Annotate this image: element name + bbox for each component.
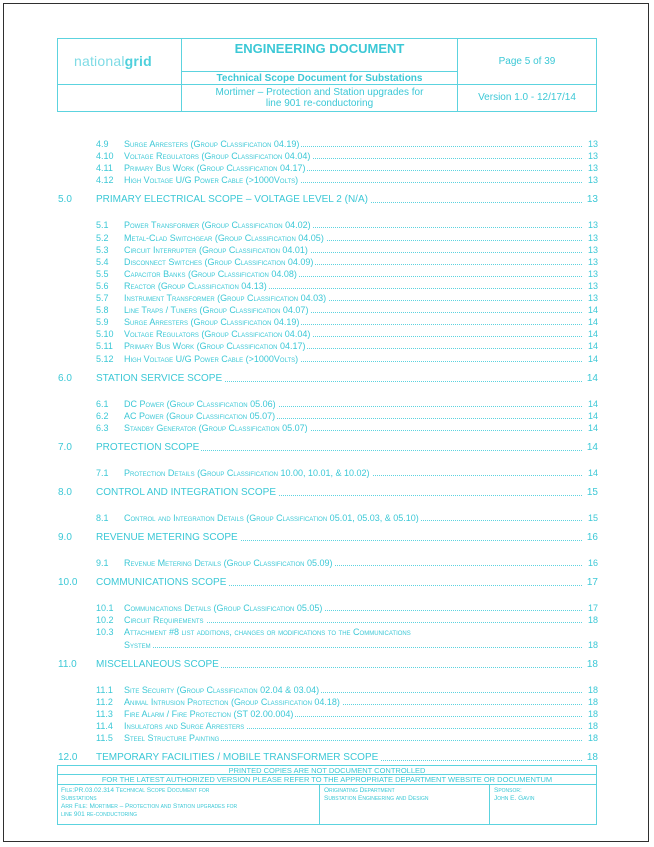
toc-entry-title: Reactor (Group Classification 04.13) <box>124 280 267 291</box>
toc-entry-title: AC Power (Group Classification 05.07) <box>124 410 276 421</box>
toc-subsection-entry[interactable] <box>0 162 654 174</box>
toc-entry-number: 10.2 <box>96 615 114 626</box>
toc-entry-number: 5.12 <box>96 353 114 364</box>
toc-section-entry[interactable] <box>0 194 654 206</box>
toc-entry-page: 13 <box>587 139 598 149</box>
toc-entry-title: High Voltage U/G Power Cable (>1000Volts) <box>124 353 299 364</box>
toc-entry-title: Control and Integration Details (Group Classification 05.01, 05.03, & 05.10) <box>124 513 419 523</box>
toc-entry-page: 18 <box>587 615 598 626</box>
toc-entry-number: 4.9 <box>96 139 109 149</box>
toc-entry-number: 9.1 <box>96 558 109 569</box>
toc-entry-page: 13 <box>587 293 598 303</box>
toc-entry-page: 14 <box>587 398 598 409</box>
toc-entry-page: 13 <box>587 151 598 162</box>
toc-entry-page: 18 <box>587 639 598 650</box>
toc-entry-number: 7.1 <box>96 467 109 478</box>
toc-subsection-entry[interactable] <box>0 244 654 256</box>
toc-entry-page: 13 <box>587 280 598 291</box>
toc-entry-number: 5.4 <box>96 256 109 267</box>
toc-entry-title: Capacitor Banks (Group Classification 04.08) <box>124 268 297 279</box>
toc-section-entry[interactable] <box>0 577 654 589</box>
company-logo <box>74 53 152 69</box>
toc-entry-page: 13 <box>587 232 598 243</box>
toc-entry-page: 14 <box>587 305 598 316</box>
toc-subsection-entry[interactable] <box>0 398 654 410</box>
toc-entry-page: 18 <box>587 696 598 707</box>
toc-entry-number: 5.5 <box>96 268 109 279</box>
toc-entry-title: Voltage Regulators (Group Classification 04.04) <box>124 151 311 162</box>
toc-entry-number: 8.1 <box>96 513 109 523</box>
toc-subsection-entry[interactable] <box>0 422 654 434</box>
toc-subsection-entry[interactable] <box>0 512 654 524</box>
toc-entry-page: 14 <box>586 441 598 453</box>
toc-entry-number: 8.0 <box>58 487 72 498</box>
toc-entry-title: CONTROL AND INTEGRATION SCOPE <box>96 487 277 498</box>
toc-entry-page: 13 <box>586 194 598 206</box>
toc-entry-page: 13 <box>587 244 598 255</box>
toc-entry-number: 12.0 <box>58 752 78 764</box>
toc-subsection-entry[interactable] <box>0 268 654 280</box>
toc-section-entry[interactable] <box>0 373 654 385</box>
toc-entry-title: PRIMARY ELECTRICAL SCOPE – VOLTAGE LEVEL 2 (N/A) <box>96 194 368 206</box>
toc-entry-number: 6.2 <box>96 410 109 421</box>
toc-entry-title: Revenue Metering Details (Group Classification 05.09) <box>124 558 333 569</box>
toc-subsection-entry[interactable] <box>0 353 654 365</box>
toc-subsection-entry[interactable] <box>0 150 654 162</box>
toc-entry-number: 11.0 <box>58 658 77 670</box>
footer-file-line: File:PR.03.02.314 Technical Scope Document for <box>61 787 210 794</box>
toc-section-entry[interactable] <box>0 752 654 764</box>
toc-entry-title: Metal-Clad Switchgear (Group Classification 04.05) <box>124 232 324 243</box>
toc-entry-number: 11.3 <box>96 708 113 719</box>
toc-entry-number: 4.12 <box>96 175 114 186</box>
toc-entry-title: High Voltage U/G Power Cable (>1000Volts) <box>124 175 299 186</box>
toc-dot-leader <box>124 647 582 648</box>
toc-entry-number: 5.8 <box>96 305 109 316</box>
toc-entry-title: Fire Alarm / Fire Protection (ST 02.00.004) <box>124 708 294 719</box>
footer-notice: PRINTED COPIES ARE NOT DOCUMENT CONTROLLED <box>58 766 596 775</box>
toc-entry-number: 5.1 <box>96 220 109 231</box>
toc-entry-page: 17 <box>587 603 598 614</box>
footer-dept-value: Substation Engineering and Design <box>324 795 429 802</box>
footer-sponsor <box>490 785 596 825</box>
footer-file-line: Substations <box>61 795 97 802</box>
toc-entry-title: Line Traps / Tuners (Group Classification 04.07) <box>124 305 309 316</box>
toc-entry-title: Circuit Interrupter (Group Classification 04.01) <box>124 244 308 255</box>
toc-subsection-entry[interactable] <box>0 340 654 352</box>
toc-entry-title: Communications Details (Group Classification 05.05) <box>124 603 323 614</box>
toc-entry-page: 15 <box>586 487 598 498</box>
toc-section-entry[interactable] <box>0 532 654 544</box>
footer-sponsor-label: Sponsor: <box>494 787 522 794</box>
toc-entry-title: Protection Details (Group Classification 10.00, 10.01, & 10.02) <box>124 467 370 478</box>
toc-entry-page: 14 <box>587 329 598 340</box>
toc-subsection-entry[interactable] <box>0 138 654 150</box>
toc-entry-number: 10.1 <box>96 603 114 614</box>
toc-entry-number: 5.3 <box>96 244 109 255</box>
toc-entry-page: 13 <box>587 175 598 186</box>
toc-entry-page: 13 <box>587 256 598 267</box>
footer-file-line: line 901 re-conductoring <box>61 811 137 818</box>
toc-entry-number: 6.1 <box>96 398 109 409</box>
toc-entry-number: 5.11 <box>96 341 113 352</box>
logo-light-text: national <box>74 53 125 69</box>
toc-entry-page: 16 <box>587 558 598 569</box>
toc-entry-number: 5.2 <box>96 232 109 243</box>
toc-entry-title: MISCELLANEOUS SCOPE <box>96 658 219 670</box>
logo-bold-text: grid <box>124 53 152 69</box>
footer-sponsor-value: John E. Gavin <box>494 795 535 802</box>
toc-entry-title: STATION SERVICE SCOPE <box>96 372 223 384</box>
toc-subsection-entry[interactable] <box>0 720 654 732</box>
footer-department <box>320 785 490 825</box>
footer-dept-label: Originating Department <box>324 787 395 794</box>
footer-file-line: Arr File: Mortimer – Protection and Station upgrades for <box>61 803 238 810</box>
toc-entry-title: PROTECTION SCOPE <box>96 441 200 453</box>
page-number: Page 5 of 39 <box>458 39 596 85</box>
toc-entry-number: 5.6 <box>96 280 109 291</box>
toc-subsection-entry[interactable] <box>0 316 654 328</box>
document-subtitle: Technical Scope Document for Substations <box>182 71 458 85</box>
toc-entry-number: 6.0 <box>58 372 72 384</box>
toc-entry-number: 11.5 <box>96 733 113 743</box>
toc-subsection-entry[interactable] <box>0 410 654 422</box>
toc-subsection-entry[interactable] <box>0 639 654 651</box>
toc-subsection-entry[interactable] <box>0 292 654 304</box>
toc-subsection-entry[interactable] <box>0 684 654 696</box>
toc-entry-page: 16 <box>586 532 598 544</box>
toc-entry-number: 7.0 <box>58 441 72 453</box>
toc-entry-page: 14 <box>586 372 598 384</box>
document-version: Version 1.0 - 12/17/14 <box>478 92 576 103</box>
toc-entry-page: 14 <box>587 410 598 421</box>
toc-subsection-entry[interactable] <box>0 626 654 638</box>
toc-subsection-entry[interactable] <box>0 232 654 244</box>
toc-entry-number: 5.7 <box>96 293 109 303</box>
toc-entry-title: Voltage Regulators (Group Classification 04.04) <box>124 329 311 340</box>
toc-entry-page: 14 <box>587 341 598 352</box>
toc-subsection-entry[interactable] <box>0 557 654 569</box>
toc-entry-title: COMMUNICATIONS SCOPE <box>96 577 227 589</box>
toc-section-entry[interactable] <box>0 442 654 454</box>
toc-entry-number: 11.4 <box>96 720 113 731</box>
toc-subsection-entry[interactable] <box>0 328 654 340</box>
toc-entry-page: 14 <box>587 353 598 364</box>
toc-entry-page: 18 <box>586 752 598 764</box>
toc-entry-title: Standby Generator (Group Classification 05.07) <box>124 422 308 433</box>
document-header <box>57 38 597 112</box>
toc-entry-number: 11.2 <box>96 696 113 707</box>
document-footer <box>57 765 597 825</box>
blank-cell <box>58 85 182 111</box>
footer-version-notice: FOR THE LATEST AUTHORIZED VERSION PLEASE REFER TO THE APPROPRIATE DEPARTMENT WEBSITE OR DOCUMENTUM <box>58 775 596 785</box>
toc-entry-page: 18 <box>587 684 598 695</box>
toc-entry-title: Attachment #8 list additions, changes or modifications to the Communications <box>124 627 411 638</box>
toc-subsection-entry[interactable] <box>0 614 654 626</box>
toc-entry-title: DC Power (Group Classification 05.06) <box>124 398 276 409</box>
toc-section-entry[interactable] <box>0 487 654 499</box>
toc-subsection-entry[interactable] <box>0 304 654 316</box>
toc-entry-title: Site Security (Group Classification 02.04 & 03.04) <box>124 684 320 695</box>
toc-subsection-entry[interactable] <box>0 256 654 268</box>
toc-entry-title: Steel Structure Painting <box>124 733 220 743</box>
toc-entry-page: 18 <box>586 658 598 670</box>
toc-entry-title: Disconnect Switches (Group Classification 04.09) <box>124 256 314 267</box>
toc-subsection-entry[interactable] <box>0 708 654 720</box>
toc-entry-page: 13 <box>587 220 598 231</box>
toc-entry-title: Surge Arresters (Group Classification 04.19) <box>124 317 300 328</box>
toc-entry-title: Circuit Requirements <box>124 615 204 626</box>
toc-entry-title: Power Transformer (Group Classification 04.02) <box>124 220 311 231</box>
toc-entry-title: Surge Arresters (Group Classification 04.19) <box>124 139 300 149</box>
toc-entry-page: 18 <box>587 708 598 719</box>
toc-subsection-entry[interactable] <box>0 732 654 744</box>
toc-entry-page: 14 <box>587 317 598 328</box>
toc-entry-page: 18 <box>587 733 598 743</box>
toc-subsection-entry[interactable] <box>0 696 654 708</box>
toc-entry-title: Insulators and Surge Arresters <box>124 720 245 731</box>
toc-entry-title: System <box>124 639 151 650</box>
toc-entry-number: 10.0 <box>58 577 78 589</box>
toc-subsection-entry[interactable] <box>0 280 654 292</box>
toc-entry-number: 5.0 <box>58 194 72 206</box>
toc-entry-page: 18 <box>587 720 598 731</box>
toc-entry-page: 14 <box>587 422 598 433</box>
toc-entry-number: 5.10 <box>96 329 114 340</box>
toc-entry-page: 13 <box>587 268 598 279</box>
toc-entry-number: 5.9 <box>96 317 109 328</box>
toc-entry-number: 4.11 <box>96 163 113 174</box>
logo-cell <box>58 39 182 85</box>
toc-entry-title: Primary Bus Work (Group Classification 04.17) <box>124 341 306 352</box>
toc-entry-page: 17 <box>586 577 598 589</box>
toc-subsection-entry[interactable] <box>0 219 654 231</box>
project-line-1: Mortimer – Protection and Station upgrades for <box>215 87 424 98</box>
toc-entry-title: Animal Intrusion Protection (Group Classification 04.18) <box>124 696 340 707</box>
toc-entry-number: 6.3 <box>96 422 109 433</box>
toc-entry-number: 9.0 <box>58 532 72 544</box>
toc-subsection-entry[interactable] <box>0 174 654 186</box>
toc-entry-title: TEMPORARY FACILITIES / MOBILE TRANSFORMER SCOPE <box>96 752 379 764</box>
toc-entry-number: 4.10 <box>96 151 114 162</box>
toc-entry-title: Primary Bus Work (Group Classification 04.17) <box>124 163 306 174</box>
toc-entry-number: 11.1 <box>96 684 113 695</box>
toc-entry-page: 13 <box>587 163 598 174</box>
document-title: ENGINEERING DOCUMENT <box>182 39 458 71</box>
toc-subsection-entry[interactable] <box>0 602 654 614</box>
footer-file-info <box>58 785 320 825</box>
toc-entry-title: Instrument Transformer (Group Classification 04.03) <box>124 293 327 303</box>
project-description <box>182 85 458 111</box>
toc-entry-number: 10.3 <box>96 627 114 638</box>
toc-entry-page: 15 <box>587 513 598 523</box>
toc-entry-title: REVENUE METERING SCOPE <box>96 532 238 544</box>
toc-section-entry[interactable] <box>0 659 654 671</box>
toc-entry-page: 14 <box>587 467 598 478</box>
project-line-2: line 901 re-conductoring <box>265 98 374 109</box>
toc-subsection-entry[interactable] <box>0 467 654 479</box>
